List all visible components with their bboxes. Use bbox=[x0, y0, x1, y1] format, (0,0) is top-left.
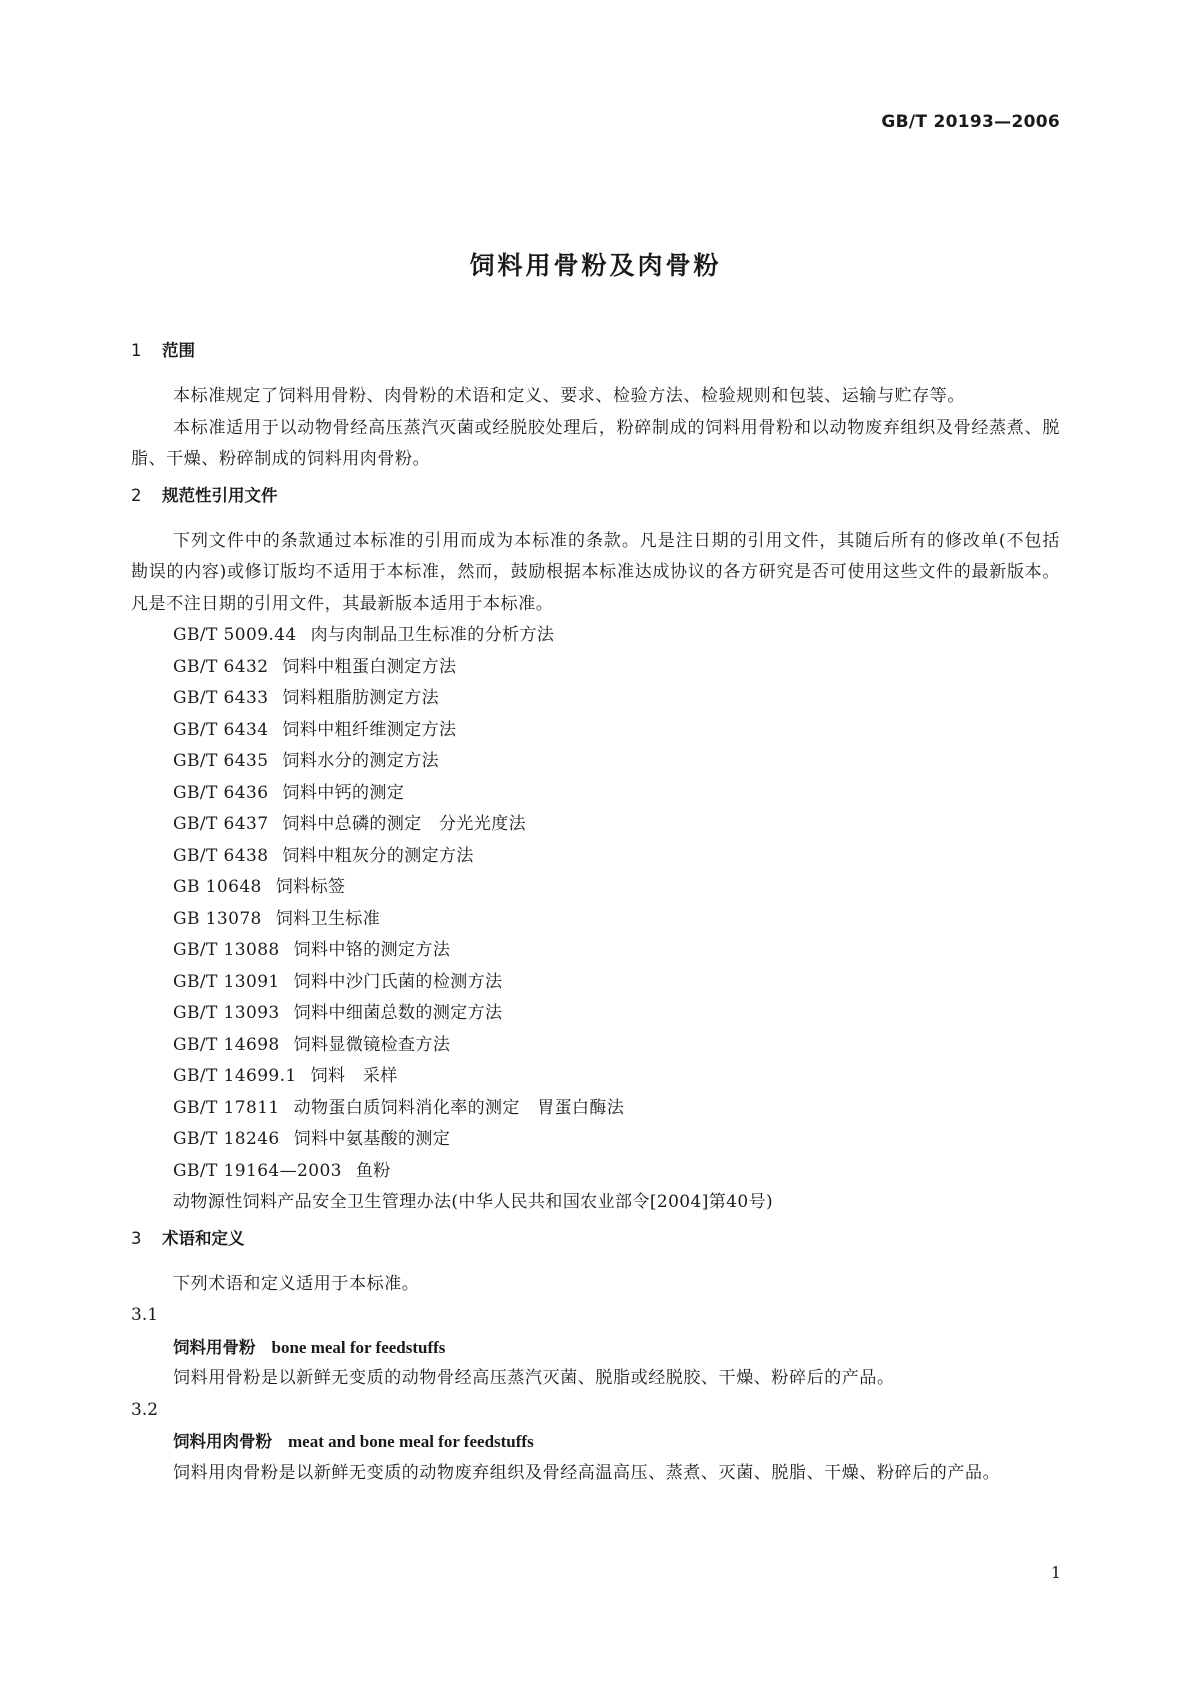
document-title: 饲料用骨粉及肉骨粉 bbox=[469, 251, 722, 280]
reference-title: 饲料中总磷的测定 分光光度法 bbox=[282, 814, 527, 834]
section-number: 1 bbox=[131, 341, 142, 360]
term-english: meat and bone meal for feedstuffs bbox=[288, 1432, 534, 1451]
reference-item bbox=[131, 1061, 1060, 1093]
reference-title: 饲料中粗蛋白测定方法 bbox=[282, 656, 457, 677]
term-definition: 饲料用肉骨粉是以新鲜无变质的动物废弃组织及骨经高温高压、蒸煮、灭菌、脱脂、干燥、粉碎后的产品。 bbox=[173, 1462, 1001, 1483]
paragraph: 本标准规定了饲料用骨粉、肉骨粉的术语和定义、要求、检验方法、检验规则和包装、运输与贮存等。 bbox=[173, 386, 965, 406]
reference-item bbox=[131, 1156, 1060, 1188]
section-number: 3 bbox=[131, 1228, 142, 1248]
section-title: 规范性引用文件 bbox=[162, 485, 278, 505]
reference-title: 动物蛋白质饲料消化率的测定 胃蛋白酶法 bbox=[293, 1097, 625, 1118]
reference-item bbox=[131, 652, 1060, 684]
reference-title: 饲料中细菌总数的测定方法 bbox=[293, 1003, 503, 1023]
reference-title: 饲料粗脂肪测定方法 bbox=[282, 688, 440, 708]
reference-title: 饲料标签 bbox=[275, 877, 346, 897]
reference-item bbox=[131, 809, 1060, 841]
reference-item bbox=[131, 746, 1060, 778]
reference-item bbox=[131, 620, 1060, 652]
reference-code: GB/T 6434 bbox=[173, 719, 269, 740]
reference-item bbox=[131, 1124, 1060, 1156]
section-normative-references bbox=[131, 486, 1060, 1219]
reference-code: GB/T 14699.1 bbox=[173, 1066, 297, 1086]
reference-title: 饲料中氨基酸的测定 bbox=[293, 1129, 451, 1149]
reference-code: GB/T 13093 bbox=[173, 1003, 280, 1023]
reference-title: 饲料中沙门氏菌的检测方法 bbox=[293, 971, 503, 992]
reference-code: GB/T 6433 bbox=[173, 688, 269, 708]
reference-item bbox=[131, 1030, 1060, 1062]
reference-title: 饲料 采样 bbox=[310, 1066, 398, 1086]
reference-code: GB/T 13091 bbox=[173, 971, 280, 992]
section-scope bbox=[131, 341, 1060, 476]
term-chinese: 饲料用肉骨粉 bbox=[173, 1432, 272, 1451]
term-heading bbox=[131, 1426, 1060, 1458]
reference-code: GB/T 6435 bbox=[173, 751, 269, 771]
reference-code: GB/T 6437 bbox=[173, 814, 269, 834]
section-heading bbox=[131, 486, 1060, 506]
reference-item bbox=[131, 778, 1060, 810]
paragraph: 下列术语和定义适用于本标准。 bbox=[173, 1273, 420, 1294]
term-entry bbox=[131, 1300, 1060, 1395]
reference-item bbox=[131, 1093, 1060, 1125]
reference-list bbox=[131, 620, 1060, 1219]
term-english: bone meal for feedstuffs bbox=[271, 1337, 446, 1357]
reference-code: GB 13078 bbox=[173, 908, 262, 929]
section-title: 范围 bbox=[162, 341, 195, 360]
term-entry bbox=[131, 1395, 1060, 1490]
clause-number: 3.2 bbox=[131, 1399, 159, 1420]
reference-code: GB/T 19164—2003 bbox=[173, 1160, 342, 1181]
reference-title: 饲料显微镜检查方法 bbox=[293, 1034, 451, 1055]
reference-code: GB/T 14698 bbox=[173, 1034, 280, 1055]
term-chinese: 饲料用骨粉 bbox=[173, 1337, 256, 1357]
reference-title: 饲料水分的测定方法 bbox=[282, 751, 440, 771]
reference-item bbox=[131, 683, 1060, 715]
reference-code: GB/T 6438 bbox=[173, 845, 269, 866]
reference-code: GB/T 6436 bbox=[173, 782, 269, 803]
reference-code: GB/T 6432 bbox=[173, 656, 269, 677]
section-heading bbox=[131, 1229, 1060, 1249]
standard-code: GB/T 20193—2006 bbox=[881, 112, 1060, 132]
reference-title: 饲料中铬的测定方法 bbox=[293, 940, 451, 960]
reference-title: 饲料中钙的测定 bbox=[282, 782, 405, 803]
page-number: 1 bbox=[1050, 1563, 1061, 1582]
reference-code: GB 10648 bbox=[173, 877, 262, 897]
reference-item bbox=[131, 872, 1060, 904]
paragraph: 本标准适用于以动物骨经高压蒸汽灭菌或经脱胶处理后，粉碎制成的饲料用骨粉和以动物废弃组织及骨经蒸煮、脱脂、干燥、粉碎制成的饲料用肉骨粉。 bbox=[131, 417, 1060, 469]
section-terms-and-definitions bbox=[131, 1229, 1060, 1490]
reference-item bbox=[131, 841, 1060, 873]
reference-code: GB/T 18246 bbox=[173, 1129, 280, 1149]
section-title: 术语和定义 bbox=[162, 1228, 245, 1248]
reference-code: GB/T 17811 bbox=[173, 1097, 280, 1118]
clause-number: 3.1 bbox=[131, 1305, 159, 1325]
reference-item bbox=[131, 967, 1060, 999]
reference-title: 鱼粉 bbox=[355, 1160, 391, 1181]
reference-title: 肉与肉制品卫生标准的分析方法 bbox=[310, 625, 555, 645]
reference-item bbox=[131, 904, 1060, 936]
section-heading bbox=[131, 341, 1060, 361]
term-definition: 饲料用骨粉是以新鲜无变质的动物骨经高压蒸汽灭菌、脱脂或经脱胶、干燥、粉碎后的产品。 bbox=[173, 1368, 895, 1388]
reference-title: 饲料中粗纤维测定方法 bbox=[282, 719, 457, 740]
reference-item-regulation: 动物源性饲料产品安全卫生管理办法(中华人民共和国农业部令[2004]第40号) bbox=[173, 1192, 774, 1212]
document-body bbox=[131, 341, 1060, 1489]
section-number: 2 bbox=[131, 485, 142, 505]
reference-code: GB/T 13088 bbox=[173, 940, 280, 960]
reference-item bbox=[131, 715, 1060, 747]
reference-title: 饲料卫生标准 bbox=[275, 908, 381, 929]
reference-item bbox=[131, 935, 1060, 967]
reference-item bbox=[131, 998, 1060, 1030]
reference-title: 饲料中粗灰分的测定方法 bbox=[282, 845, 474, 866]
reference-code: GB/T 5009.44 bbox=[173, 625, 297, 645]
paragraph: 下列文件中的条款通过本标准的引用而成为本标准的条款。凡是注日期的引用文件，其随后所有的修改单(不包括勘误的内容)或修订版均不适用于本标准，然而，鼓励根据本标准达成协议的各方研究是否可使用这些文件的最新版本。凡是不注日期的引用文件，其最新版本适用于本标准。 bbox=[131, 530, 1060, 614]
term-heading bbox=[131, 1332, 1060, 1364]
